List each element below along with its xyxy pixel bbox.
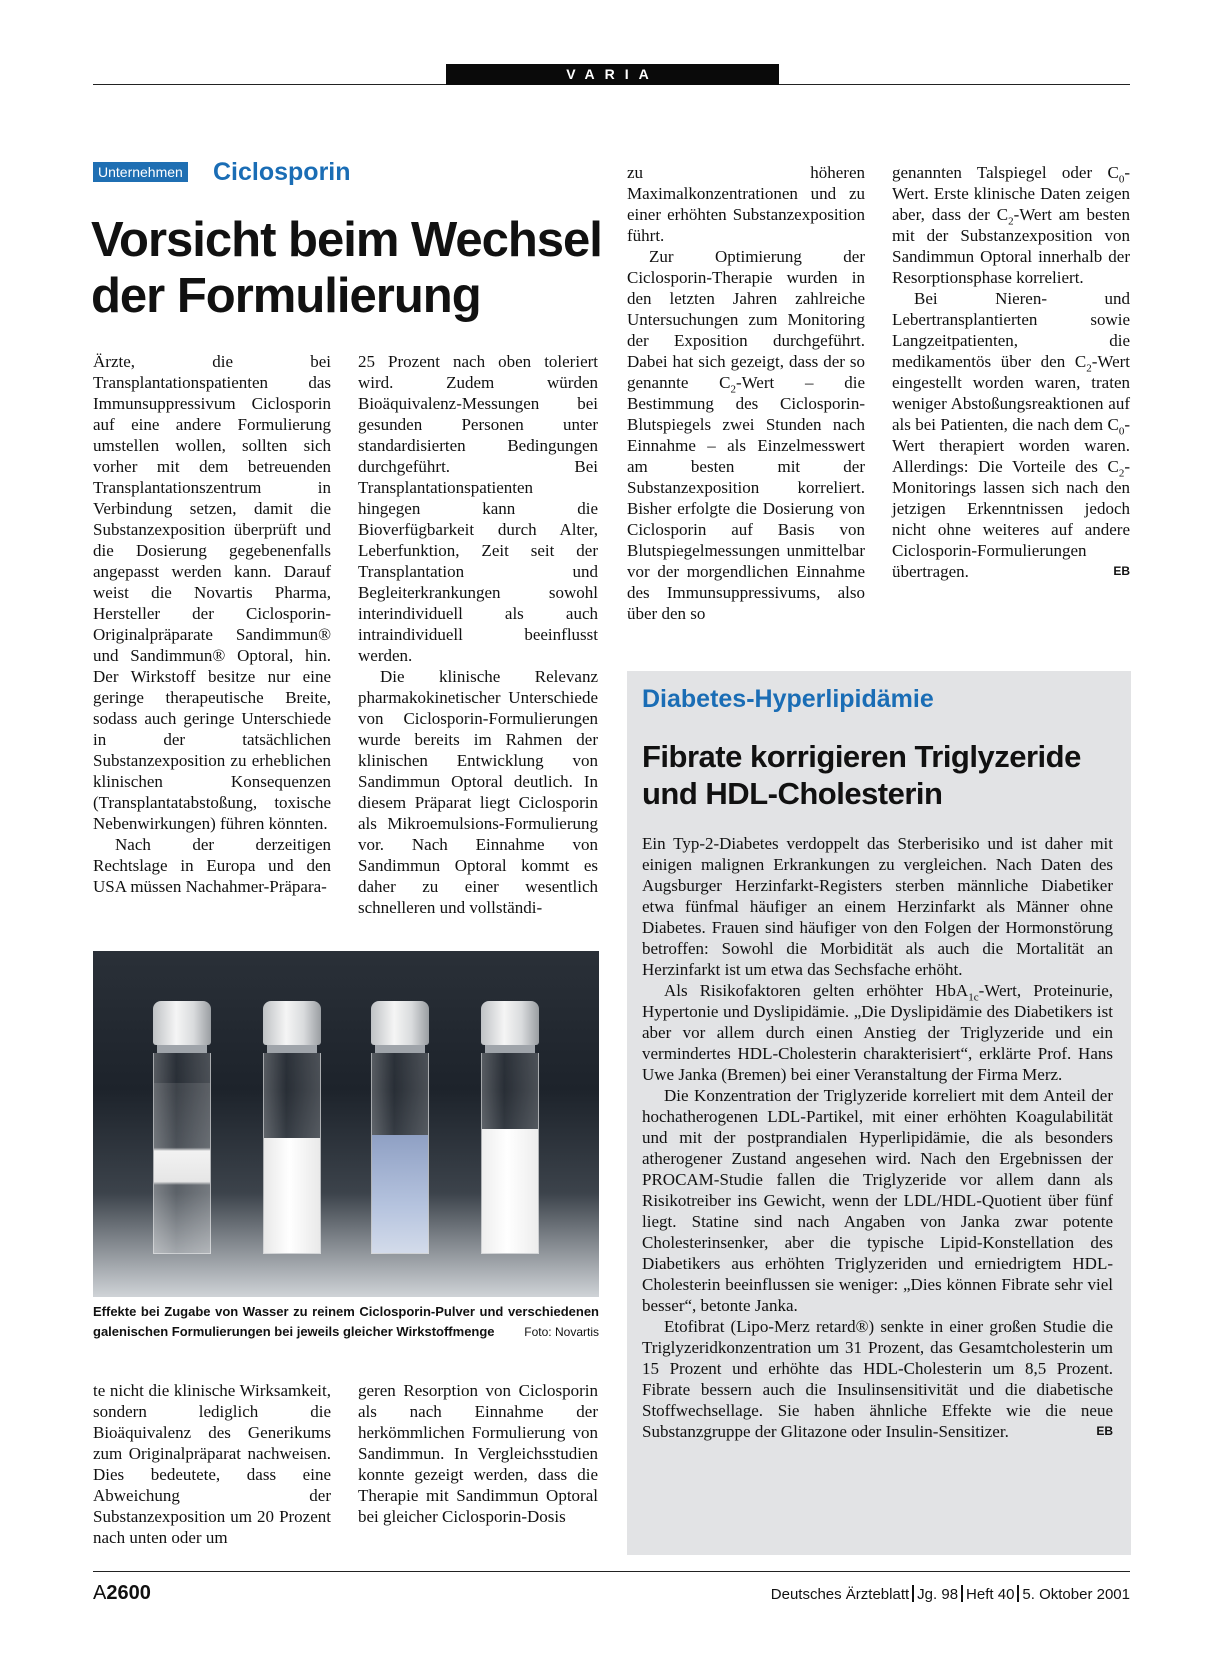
paragraph: Ein Typ-2-Diabetes verdoppelt das Sterberisiko und ist daher mit einigen malignen Erkrankungen zu vergleichen. Nach Daten des Augsburger Herzinfarkt-Registers sterben männliche Diabetiker etwa fünfmal häufiger an einem Herzinfarkt als Männer ohne Diabetes. Frauen sind häufiger von den Folgen der Hormonstörung betroffen: Sowohl die Morbidität als auch die Mortalität an Herzinfarkt ist um etwa das Sechsfache erhöht. <box>642 834 1113 979</box>
vial-3 <box>371 1001 429 1254</box>
article2-headline <box>642 738 1081 812</box>
paragraph: Nach der derzeitigen Rechtslage in Europa und den USA müssen Nachahmer-Präpara- <box>93 835 331 896</box>
author-signature: EB <box>1096 1424 1113 1438</box>
article1-bottom-column-1 <box>93 1380 331 1548</box>
author-signature: EB <box>1113 564 1130 578</box>
article1-headline <box>91 212 602 324</box>
paragraph: geren Resorption von Ciclosporin als nach Einnahme der herkömmlichen Formulierung von Sandimmun. In Vergleichsstudien konnte gezeigt werden, dass die Therapie mit Sandimmun Optoral bei gleicher Ciclosporin-Dosis <box>358 1381 598 1526</box>
article2-box <box>627 671 1131 1555</box>
paragraph: zu höheren Maximalkonzentrationen und zu einer erhöhten Substanzexposition führt. <box>627 163 865 245</box>
page-number: A2600 <box>93 1582 151 1604</box>
article1-column-3 <box>627 162 865 624</box>
journal-info: Deutsches Ärzteblatt Jg. 98 Heft 40 5. Oktober 2001 <box>770 1586 1130 1603</box>
article1-bottom-column-2 <box>358 1380 598 1527</box>
section-label: VARIA <box>446 64 779 85</box>
paragraph: Die Konzentration der Triglyzeride korreliert mit dem Anteil der hochatherogenen LDL-Partikel, mit einer erhöhten Koagulabilität und mit der postprandialen Hyperlipidämie, die als besonders atherogener Zustand angesehen wird. Nach den Ergebnissen der PROCAM-Studie fallen die Triglyzeride vor allem dann als Risikotreiber ins Gewicht, wenn der LDL/HDL-Quotient über fünf liegt. Statine sind nach Angaben von Janka zwar potente Cholesterinsenker, aber die typische Lipid-Konstellation des Diabetikers aus erhöhten Triglyzeriden und erniedrigtem HDL-Cholesterin beeinflussen sie weniger: „Dies können Fibrate sehr viel besser“, betonte Janka. <box>642 1086 1113 1315</box>
vial-1 <box>153 1001 211 1254</box>
paragraph: 25 Prozent nach oben toleriert wird. Zudem würden Bioäquivalenz-Messungen bei gesunden Personen unter standardisierten Bedingungen durchgeführt. Bei Transplantationspatienten hingegen kann die Bioverfügbarkeit durch Alter, Leberfunktion, Zeit seit der Transplantation und Begleiterkrankungen sowohl interindividuell als auch intraindividuell beeinflusst werden. <box>358 352 598 665</box>
paragraph: te nicht die klinische Wirksamkeit, sondern lediglich die Bioäquivalenz des Generikums zum Originalpräparat nachweisen. Dies bedeutete, dass eine Abweichung der Substanzexposition um 20 Prozent nach unten oder um <box>93 1381 331 1547</box>
headline-line-1: Fibrate korrigieren Triglyzeride <box>642 739 1081 774</box>
category-tag: Unternehmen <box>93 162 188 182</box>
vial-4 <box>481 1001 539 1254</box>
paragraph: Zur Optimierung der Ciclosporin-Therapie wurden in den letzten Jahren zahlreiche Untersuchungen zum Monitoring der Exposition durchgeführt. Dabei hat sich gezeigt, dass der so genannte $C_2$-Wert – die Bestimmung des Ciclosporin-Blutspiegels zwei Stunden nach Einnahme – als Einzelmesswert am besten mit der Substanzexposition korreliert. Bisher erfolgte die Dosierung von Ciclosporin auf Basis von Blutspiegelmessungen unmittelbar vor der morgendlichen Einnahme des Immunsuppressivums, also über den so <box>627 247 865 623</box>
vials-photo <box>93 951 599 1297</box>
article2-body <box>642 833 1113 1442</box>
paragraph: genannten Talspiegel oder $C_0$-Wert. Erste klinische Daten zeigen aber, dass der $C_2$-Wert am besten mit der Substanzexposition von Sandimmun Optoral innerhalb der Resorptionsphase korreliert. <box>892 163 1130 287</box>
article1-kicker: Ciclosporin <box>213 158 351 186</box>
photo-credit: Foto: Novartis <box>524 1325 599 1339</box>
photo-caption: Effekte bei Zugabe von Wasser zu reinem Ciclosporin-Pulver und verschiedenen galenischen Formulierungen bei jeweils gleicher Wirkstoffmenge Foto: Novartis <box>93 1302 599 1342</box>
headline-line-2: und HDL-Cholesterin <box>642 776 943 811</box>
paragraph: Die klinische Relevanz pharmakokinetischer Unterschiede von Ciclosporin-Formulierungen wurde bereits im Rahmen der klinischen Entwicklung von Sandimmun Optoral deutlich. In diesem Präparat liegt Ciclosporin als Mikroemulsions-Formulierung vor. Nach Einnahme von Sandimmun Optoral kommt es daher zu einer wesentlich schnelleren und vollständi- <box>358 667 598 917</box>
paragraph: Als Risikofaktoren gelten erhöhter HbA$_{1c}$-Wert, Proteinurie, Hypertonie und Dyslipidämie. „Die Dyslipidämie des Diabetikers ist aber vor allem durch einen Anstieg der Triglyzeride und ein vermindertes HDL-Cholesterin charakterisiert“, erklärte Prof. Hans Uwe Janka (Bremen) bei einer Veranstaltung der Firma Merz. <box>642 981 1114 1084</box>
article1-column-4 <box>892 162 1130 582</box>
paragraph: Ärzte, die bei Transplantationspatienten das Immunsuppressivum Ciclosporin auf eine andere Formulierung umstellen wollen, sollten sich vorher mit dem betreuenden Transplantationszentrum in Verbindung setzen, damit die Substanzexposition überprüft und die Dosierung gegebenenfalls angepasst werden kann. Darauf weist die Novartis Pharma, Hersteller der Ciclosporin-Originalpräparate Sandimmun® und Sandimmun® Optoral, hin. Der Wirkstoff besitze nur eine geringe therapeutische Breite, sodass auch geringe Unterschiede in der tatsächlichen Substanzexposition zu erheblichen klinischen Konsequenzen (Transplantatabstoßung, toxische Nebenwirkungen) führen könnten. <box>93 352 331 833</box>
paragraph: Etofibrat (Lipo-Merz retard®) senkte in einer großen Studie die Triglyzeridkonzentration um 31 Prozent, das Gesamtcholesterin um 15 Prozent und erhöhte das HDL-Cholesterin um 8,5 Prozent. Fibrate bessern auch die Insulinsensitivität und die diabetische Stoffwechsellage. Sie haben ähnliche Effekte wie die neue Substanzgruppe der Glitazone oder Insulin-Sensitizer. EB <box>642 1317 1113 1441</box>
article1-column-2 <box>358 351 598 918</box>
headline-line-2: der Formulierung <box>91 269 481 323</box>
vial-2 <box>263 1001 321 1254</box>
paragraph: Bei Nieren- und Lebertransplantierten sowie Langzeitpatienten, die medikamentös über den $C_2$-Wert eingestellt worden waren, traten weniger Abstoßungsreaktionen auf als bei Patienten, die nach dem $C_0$-Wert therapiert worden waren. Allerdings: Die Vorteile des $C_2$-Monitorings lassen sich nach den jetzigen Erkenntnissen jedoch nicht ohne weiteres auf andere Ciclosporin-Formulierungen übertragen. EB <box>892 289 1130 581</box>
footer-rule <box>93 1571 1130 1572</box>
article1-column-1 <box>93 351 331 897</box>
article2-kicker: Diabetes-Hyperlipidämie <box>642 685 934 713</box>
headline-line-1: Vorsicht beim Wechsel <box>91 213 602 267</box>
